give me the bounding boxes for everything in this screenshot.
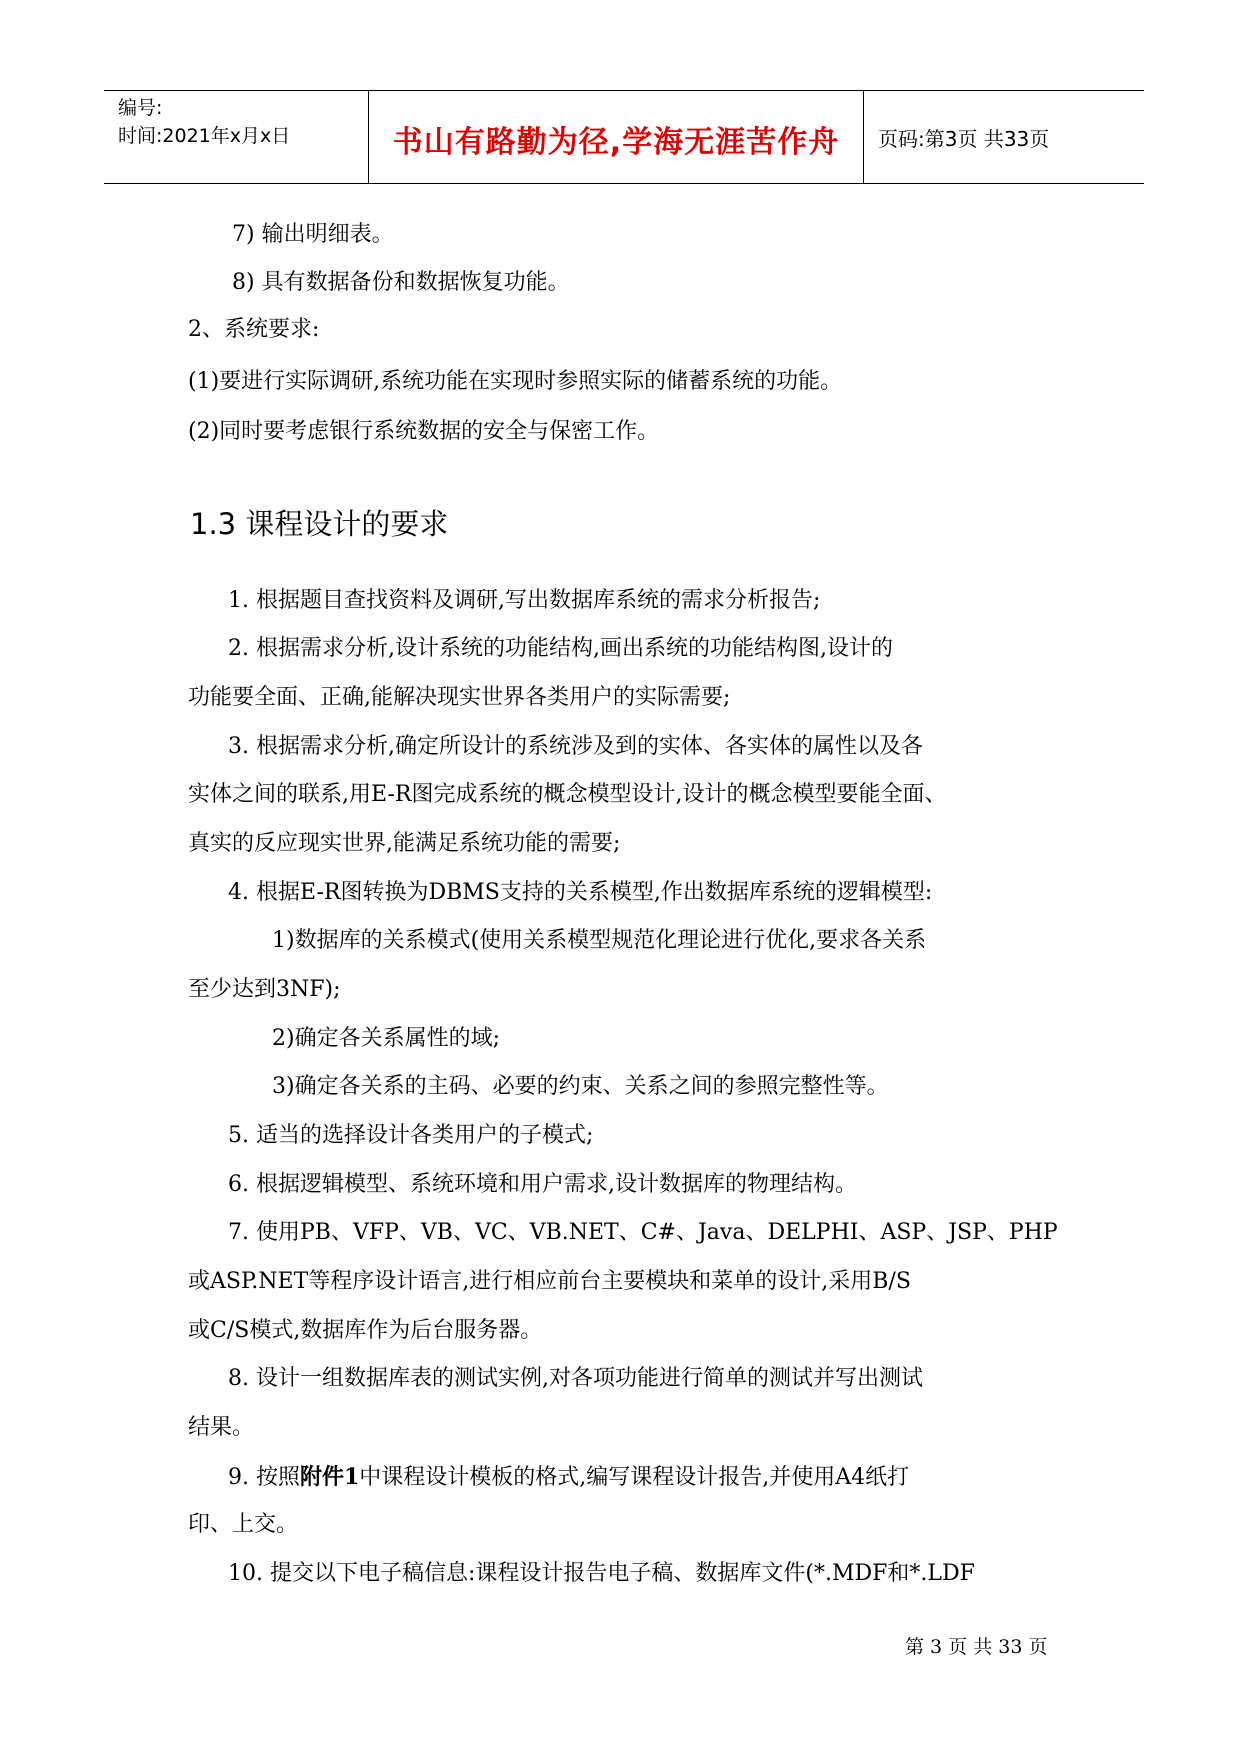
section-subheading: 2、系统要求:: [188, 317, 320, 342]
list-item: 1. 根据题目查找资料及调研,写出数据库系统的需求分析报告;: [228, 588, 821, 613]
page-footer: 第 3 页 共 33 页: [905, 1636, 1048, 1658]
list-item: 2. 根据需求分析,设计系统的功能结构,画出系统的功能结构图,设计的: [228, 636, 893, 661]
header-motto-cell: [369, 91, 864, 183]
page-code: 页码:第3页 共33页: [878, 127, 1050, 151]
sub-list-item: 3)确定各关系的主码、必要的约束、关系之间的参照完整性等。: [272, 1074, 889, 1099]
number-label: 编号:: [118, 97, 163, 119]
list-item: 4. 根据E-R图转换为DBMS支持的关系模型,作出数据库系统的逻辑模型:: [228, 880, 933, 905]
list-item: 6. 根据逻辑模型、系统环境和用户需求,设计数据库的物理结构。: [228, 1172, 857, 1197]
header-meta-cell: [104, 91, 369, 183]
list-item-continuation: 结果。: [188, 1415, 255, 1440]
header-page-cell: [864, 91, 1144, 183]
list-item: 10. 提交以下电子稿信息:课程设计报告电子稿、数据库文件(*.MDF和*.LDF: [228, 1561, 975, 1586]
attachment-reference: 附件1: [299, 1464, 360, 1490]
list-item-continuation: 实体之间的联系,用E-R图完成系统的概念模型设计,设计的概念模型要能全面、: [188, 782, 947, 807]
list-item: 8. 设计一组数据库表的测试实例,对各项功能进行简单的测试并写出测试: [228, 1366, 923, 1391]
list-item-continuation: 或C/S模式,数据库作为后台服务器。: [188, 1318, 543, 1343]
list-item: [228, 1462, 909, 1493]
list-item-continuation: 印、上交。: [188, 1512, 299, 1537]
time-label: 时间:2021年x月x日: [118, 125, 291, 147]
list-item: 7) 输出明细表。: [232, 222, 394, 247]
list-item-text: 中课程设计模板的格式,编写课程设计报告,并使用A4纸打: [359, 1465, 910, 1490]
document-header: [104, 90, 1144, 184]
list-item: 7. 使用PB、VFP、VB、VC、VB.NET、C#、Java、DELPHI、ASP、JSP、PHP: [228, 1220, 1058, 1245]
list-item-continuation: 真实的反应现实世界,能满足系统功能的需要;: [188, 831, 621, 856]
list-item: 5. 适当的选择设计各类用户的子模式;: [228, 1123, 594, 1148]
paragraph: (2)同时要考虑银行系统数据的安全与保密工作。: [188, 419, 660, 444]
sub-list-item: 1)数据库的关系模式(使用关系模型规范化理论进行优化,要求各关系: [272, 928, 927, 953]
list-item-text: 9. 按照: [228, 1465, 300, 1490]
list-item: 8) 具有数据备份和数据恢复功能。: [232, 270, 570, 295]
list-item: 3. 根据需求分析,确定所设计的系统涉及到的实体、各实体的属性以及各: [228, 734, 923, 759]
motto-text: 书山有路勤为径,学海无涯苦作舟: [392, 125, 840, 160]
sub-list-item-continuation: 至少达到3NF);: [188, 977, 341, 1002]
section-heading: 1.3 课程设计的要求: [190, 507, 449, 541]
sub-list-item: 2)确定各关系属性的域;: [272, 1026, 500, 1051]
list-item-continuation: 功能要全面、正确,能解决现实世界各类用户的实际需要;: [188, 685, 731, 710]
paragraph: (1)要进行实际调研,系统功能在实现时参照实际的储蓄系统的功能。: [188, 369, 843, 394]
list-item-continuation: 或ASP.NET等程序设计语言,进行相应前台主要模块和菜单的设计,采用B/S: [188, 1269, 911, 1294]
